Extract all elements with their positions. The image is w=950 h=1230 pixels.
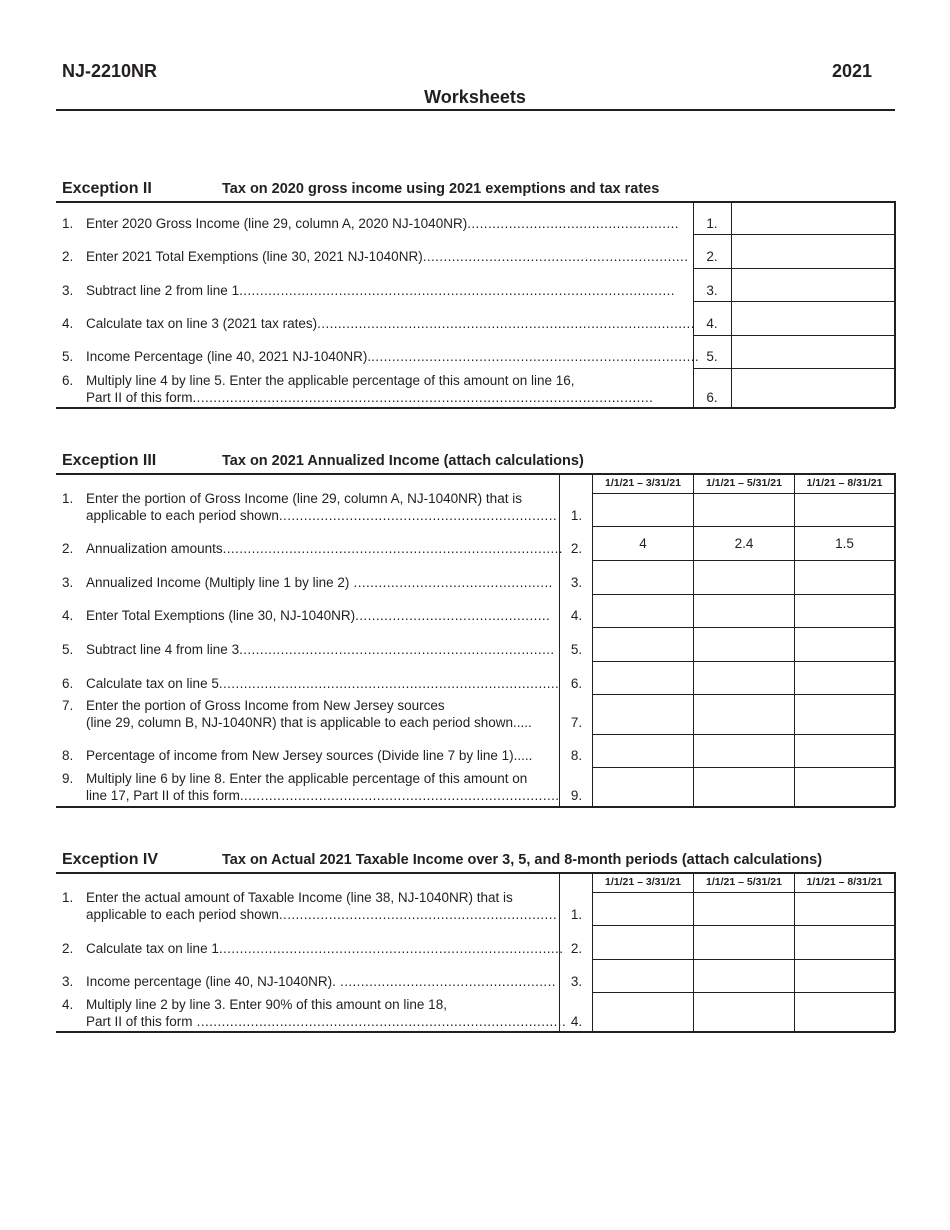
column-header-q3: 1/1/21 – 8/31/21 <box>806 477 883 489</box>
line-number: 1. <box>706 216 718 231</box>
exception2-title: Exception II <box>62 180 152 197</box>
column-header-q1: 1/1/21 – 3/31/21 <box>605 477 681 489</box>
row-label: Enter the portion of Gross Income (line 29, column A, NJ-1040NR) that is <box>86 491 522 506</box>
row-label-continued: applicable to each period shown................................................................... <box>86 508 557 523</box>
annualization-amount-q1: 4 <box>639 536 647 551</box>
exception3-line5-q1-input[interactable] <box>593 628 693 661</box>
annualization-amount-q3: 1.5 <box>835 536 854 551</box>
row-label: Multiply line 6 by line 8. Enter the applicable percentage of this amount on <box>86 771 528 786</box>
exception3-line8-q1-input[interactable] <box>593 735 693 767</box>
exception3-line3-q1-input[interactable] <box>593 561 693 594</box>
line-number: 1. <box>570 508 583 523</box>
row-label-continued: Part II of this form............................................................................................................... <box>86 390 654 405</box>
row-label: Calculate tax on line 5.................................................................................. <box>86 676 560 691</box>
line-number: 5. <box>706 349 718 364</box>
row-label: Enter the actual amount of Taxable Income (line 38, NJ-1040NR) that is <box>86 890 513 905</box>
row-label-continued: applicable to each period shown................................................................... <box>86 907 557 922</box>
exception3-line5-q3-input[interactable] <box>795 628 894 661</box>
exception3-line8-q2-input[interactable] <box>694 735 794 767</box>
row-label: Enter Total Exemptions (line 30, NJ-1040NR)............................................... <box>86 608 551 623</box>
exception4-line4-q2-input[interactable] <box>694 993 794 1031</box>
exception3-line3-q3-input[interactable] <box>795 561 894 594</box>
exception3-line9-q3-input[interactable] <box>795 768 894 806</box>
row-number: 4. <box>62 316 74 331</box>
form-id: NJ-2210NR <box>62 61 158 81</box>
row-number: 1. <box>62 491 74 506</box>
exception3-line1-q2-input[interactable] <box>694 494 794 526</box>
annualization-amount-q2: 2.4 <box>734 536 754 551</box>
exception3-line6-q1-input[interactable] <box>593 662 693 694</box>
row-number: 4. <box>62 997 74 1012</box>
row-label-continued: Part II of this form ......................................................................................... <box>86 1014 567 1029</box>
exception4-line2-q2-input[interactable] <box>694 926 794 959</box>
row-label: Annualization amounts.................................................................................. <box>86 541 563 556</box>
row-label: Enter 2021 Total Exemptions (line 30, 2021 NJ-1040NR)................................................................ <box>86 249 689 264</box>
line-number: 4. <box>706 316 718 331</box>
exception2-line3-input[interactable] <box>732 269 894 301</box>
row-label: Subtract line 2 from line 1......................................................................................................... <box>86 283 675 298</box>
row-number: 4. <box>62 608 74 623</box>
row-label: Calculate tax on line 3 (2021 tax rates)........................................................................................... <box>86 316 695 331</box>
row-number: 2. <box>62 249 74 264</box>
exception2-line1-input[interactable] <box>732 202 894 234</box>
row-number: 3. <box>62 283 74 298</box>
exception3-line4-q3-input[interactable] <box>795 595 894 627</box>
column-header-q2: 1/1/21 – 5/31/21 <box>706 477 782 489</box>
row-label: Enter 2020 Gross Income (line 29, column A, 2020 NJ-1040NR)................................................... <box>86 216 679 231</box>
exception3-line5-q2-input[interactable] <box>694 628 794 661</box>
row-label: Calculate tax on line 1................................................................................... <box>86 941 564 956</box>
exception3-line4-q1-input[interactable] <box>593 595 693 627</box>
exception4-line1-q1-input[interactable] <box>593 893 693 925</box>
row-number: 2. <box>62 541 74 556</box>
line-number: 3. <box>570 974 583 989</box>
exception4-line3-q1-input[interactable] <box>593 960 693 992</box>
row-number: 6. <box>62 373 74 388</box>
exception2-description: Tax on 2020 gross income using 2021 exemptions and tax rates <box>222 181 660 197</box>
exception3-line7-q3-input[interactable] <box>795 695 894 734</box>
row-label-continued: (line 29, column B, NJ-1040NR) that is applicable to each period shown..... <box>86 715 532 730</box>
row-number: 1. <box>62 890 74 905</box>
exception3-line1-q3-input[interactable] <box>795 494 894 526</box>
exception3-line1-q1-input[interactable] <box>593 494 693 526</box>
exception4-line3-q2-input[interactable] <box>694 960 794 992</box>
exception4-line1-q2-input[interactable] <box>694 893 794 925</box>
line-number: 3. <box>570 575 583 590</box>
row-number: 7. <box>62 698 74 713</box>
exception2-line6-input[interactable] <box>732 369 894 407</box>
line-number: 1. <box>570 907 583 922</box>
row-label: Multiply line 2 by line 3. Enter 90% of this amount on line 18, <box>86 997 447 1012</box>
exception2-line4-input[interactable] <box>732 302 894 335</box>
exception3-line7-q2-input[interactable] <box>694 695 794 734</box>
exception4-line3-q3-input[interactable] <box>795 960 894 992</box>
header-rule <box>56 109 895 111</box>
form-year: 2021 <box>832 61 873 81</box>
page-title: Worksheets <box>424 87 526 107</box>
row-label: Income percentage (line 40, NJ-1040NR). .................................................... <box>86 974 556 989</box>
row-label-continued: line 17, Part II of this form............................................................................. <box>86 788 560 803</box>
line-number: 3. <box>706 283 718 298</box>
exception3-line7-q1-input[interactable] <box>593 695 693 734</box>
row-number: 6. <box>62 676 74 691</box>
exception2-line2-input[interactable] <box>732 235 894 268</box>
exception3-line3-q2-input[interactable] <box>694 561 794 594</box>
exception4-description: Tax on Actual 2021 Taxable Income over 3, 5, and 8-month periods (attach calculations) <box>222 852 823 868</box>
line-number: 2. <box>706 249 718 264</box>
line-number: 9. <box>570 788 583 803</box>
line-number: 8. <box>570 748 583 763</box>
column-header-q2: 1/1/21 – 5/31/21 <box>706 876 782 888</box>
line-number: 4. <box>570 1014 583 1029</box>
exception3-line9-q2-input[interactable] <box>694 768 794 806</box>
line-number: 6. <box>706 390 718 405</box>
row-number: 2. <box>62 941 74 956</box>
exception4-line4-q3-input[interactable] <box>795 993 894 1031</box>
exception4-line1-q3-input[interactable] <box>795 893 894 925</box>
row-number: 5. <box>62 349 74 364</box>
exception3-line6-q3-input[interactable] <box>795 662 894 694</box>
row-number: 5. <box>62 642 74 657</box>
column-header-q3: 1/1/21 – 8/31/21 <box>806 876 883 888</box>
line-number: 7. <box>570 715 583 730</box>
row-label: Annualized Income (Multiply line 1 by line 2) ................................................ <box>86 575 553 590</box>
line-number: 5. <box>570 642 583 657</box>
exception3-title: Exception III <box>62 452 157 469</box>
exception4-line4-q1-input[interactable] <box>593 993 693 1031</box>
exception4-line2-q3-input[interactable] <box>795 926 894 959</box>
row-number: 9. <box>62 771 74 786</box>
row-label: Income Percentage (line 40, 2021 NJ-1040NR)................................................................................ <box>86 349 700 364</box>
line-number: 6. <box>570 676 583 691</box>
row-label: Multiply line 4 by line 5. Enter the applicable percentage of this amount on line 16, <box>86 373 575 388</box>
exception3-line4-q2-input[interactable] <box>694 595 794 627</box>
row-number: 3. <box>62 974 74 989</box>
row-number: 1. <box>62 216 74 231</box>
exception3-line9-q1-input[interactable] <box>593 768 693 806</box>
row-label: Enter the portion of Gross Income from New Jersey sources <box>86 698 445 713</box>
row-number: 3. <box>62 575 74 590</box>
line-number: 2. <box>570 941 583 956</box>
exception3-description: Tax on 2021 Annualized Income (attach calculations) <box>222 453 584 469</box>
line-number: 2. <box>570 541 583 556</box>
exception3-line6-q2-input[interactable] <box>694 662 794 694</box>
row-label: Percentage of income from New Jersey sources (Divide line 7 by line 1)..... <box>86 748 533 763</box>
exception4-title: Exception IV <box>62 851 159 868</box>
row-label: Subtract line 4 from line 3............................................................................ <box>86 642 555 657</box>
exception2-line5-input[interactable] <box>732 336 894 368</box>
line-number: 4. <box>570 608 583 623</box>
exception4-line2-q1-input[interactable] <box>593 926 693 959</box>
column-header-q1: 1/1/21 – 3/31/21 <box>605 876 681 888</box>
exception3-line8-q3-input[interactable] <box>795 735 894 767</box>
row-number: 8. <box>62 748 74 763</box>
